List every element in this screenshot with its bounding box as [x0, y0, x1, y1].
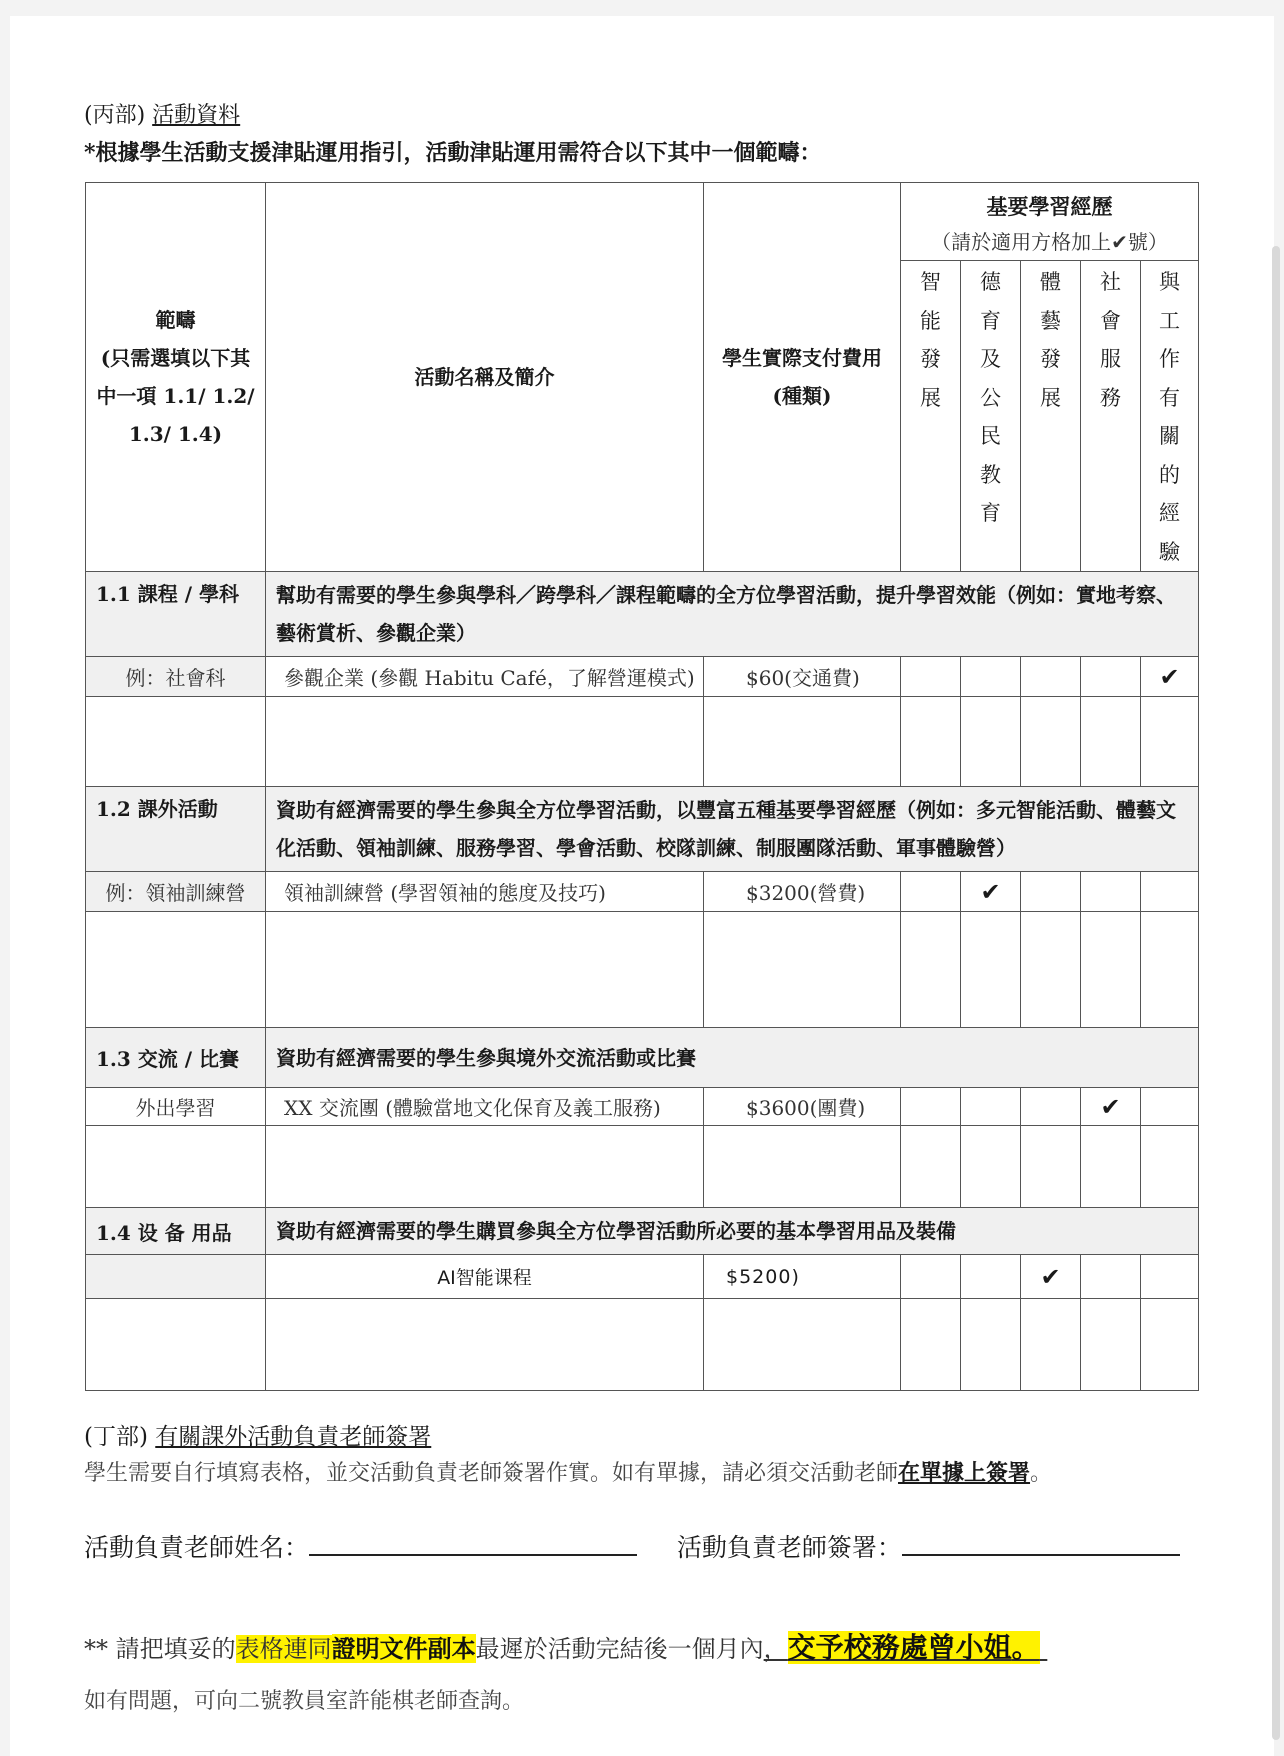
scope-header: [86, 183, 266, 572]
fee-header: [704, 183, 901, 572]
blank-cell[interactable]: [1141, 1299, 1199, 1391]
check-cell[interactable]: [1021, 1088, 1081, 1126]
section-d-note-text: 學生需要自行填寫表格，並交活動負責老師簽署作實。如有單據，請必須交活動老師: [84, 1461, 899, 1486]
section-d-note: [84, 1456, 1052, 1487]
category-name-1-1: 1.1 課程 / 學科: [86, 572, 266, 657]
blank-cell[interactable]: [86, 697, 266, 787]
category-desc-1-2: 資助有經濟需要的學生參與全方位學習活動，以豐富五種基要學習經歷（例如：多元智能活動、體藝文化活動、領袖訓練、服務學習、學會活動、校隊訓練、制服團隊活動、軍事體驗營）: [266, 787, 1199, 872]
submission-instruction: [84, 1626, 1047, 1666]
blank-cell[interactable]: [86, 1126, 266, 1208]
check-cell[interactable]: [961, 1255, 1021, 1299]
blank-cell[interactable]: [961, 912, 1021, 1028]
blank-cell[interactable]: [86, 1299, 266, 1391]
check-cell[interactable]: [1021, 872, 1081, 912]
check-cell[interactable]: [901, 1255, 961, 1299]
blank-cell[interactable]: [704, 1299, 901, 1391]
check-cell[interactable]: [961, 1088, 1021, 1126]
teacher-signature-field[interactable]: [902, 1530, 1180, 1556]
fee-header-note: (種類): [772, 384, 832, 408]
blank-cell[interactable]: [1021, 912, 1081, 1028]
activity-header: 活動名稱及簡介: [266, 183, 704, 572]
category-desc-1-4: 資助有經濟需要的學生購買參與全方位學習活動所必要的基本學習用品及裝備: [266, 1208, 1199, 1255]
blank-cell[interactable]: [704, 1126, 901, 1208]
submit-highlight-form: 表格連同: [235, 1635, 332, 1663]
check-cell[interactable]: [1081, 1255, 1141, 1299]
example-fee-1-2: $3200(營費): [704, 872, 901, 912]
example-activity-1-2: 領袖訓練營 (學習領袖的態度及技巧): [266, 872, 704, 912]
blank-cell[interactable]: [266, 912, 704, 1028]
category-desc-1-3: 資助有經濟需要的學生參與境外交流活動或比賽: [266, 1028, 1199, 1088]
section-c-heading: 活動資料: [152, 103, 241, 128]
kle-col-0: 智 能 發 展: [901, 261, 961, 572]
check-cell[interactable]: [1141, 1255, 1199, 1299]
check-cell[interactable]: [961, 657, 1021, 697]
blank-cell[interactable]: [1141, 697, 1199, 787]
blank-cell[interactable]: [266, 1299, 704, 1391]
blank-cell[interactable]: [704, 912, 901, 1028]
blank-cell[interactable]: [1141, 1126, 1199, 1208]
kle-col-4: 與 工 作 有 關 的 經 驗: [1141, 261, 1199, 572]
kle-header: [901, 183, 1199, 261]
blank-cell[interactable]: [901, 1299, 961, 1391]
example-scope-1-3: 外出學習: [86, 1088, 266, 1126]
blank-cell[interactable]: [1081, 1126, 1141, 1208]
check-cell[interactable]: [901, 1088, 961, 1126]
blank-cell[interactable]: [961, 1299, 1021, 1391]
check-cell[interactable]: [961, 872, 1021, 912]
check-cell[interactable]: [901, 657, 961, 697]
section-d-note-end: 。: [1030, 1461, 1053, 1486]
category-name-1-3: 1.3 交流 / 比賽: [86, 1028, 266, 1088]
submit-highlight-docs: 證明文件副本: [331, 1634, 476, 1663]
teacher-signature-label: 活動負責老師簽署：: [676, 1533, 902, 1562]
query-note: 如有問題，可向二號教員室許能棋老師查詢。: [84, 1689, 525, 1714]
section-d-heading: 有關課外活動負責老師簽署: [155, 1424, 432, 1450]
blank-cell[interactable]: [1081, 697, 1141, 787]
check-cell[interactable]: [1021, 1255, 1081, 1299]
example-fee-1-4: $5200): [704, 1255, 901, 1299]
example-fee-1-1: $60(交通費): [704, 657, 901, 697]
section-d-note-emphasis: 在單據上簽署: [898, 1460, 1031, 1486]
kle-col-3: 社 會 服 務: [1081, 261, 1141, 572]
teacher-name-label: 活動負責老師姓名：: [84, 1533, 310, 1562]
kle-note: （請於適用方格加上✔號）: [931, 229, 1168, 254]
check-cell[interactable]: [1141, 872, 1199, 912]
kle-title: 基要學習經歷: [986, 193, 1113, 219]
example-scope-1-1: 例：社會科: [86, 657, 266, 697]
example-activity-1-4: AI智能课程: [266, 1255, 704, 1299]
teacher-name-field[interactable]: [309, 1530, 637, 1556]
category-name-1-2: 1.2 課外活動: [86, 787, 266, 872]
scope-header-label: 範疇: [155, 308, 196, 332]
kle-col-2: 體 藝 發 展: [1021, 261, 1081, 572]
blank-cell[interactable]: [1021, 697, 1081, 787]
blank-cell[interactable]: [1021, 1126, 1081, 1208]
check-cell[interactable]: [1081, 1088, 1141, 1126]
blank-cell[interactable]: [961, 697, 1021, 787]
check-mark-icon: ✔: [1040, 1262, 1061, 1291]
submit-period: 。: [1011, 1631, 1040, 1664]
blank-cell[interactable]: [901, 912, 961, 1028]
blank-cell[interactable]: [1141, 912, 1199, 1028]
blank-cell[interactable]: [901, 697, 961, 787]
submit-highlight-office: 交予校務處曾小姐: [787, 1631, 1012, 1664]
category-name-1-4: 1.4 设 备 用品: [86, 1208, 266, 1255]
section-c-prefix: (丙部): [84, 103, 146, 128]
blank-cell[interactable]: [961, 1126, 1021, 1208]
check-cell[interactable]: [1141, 657, 1199, 697]
example-fee-1-3: $3600(團費): [704, 1088, 901, 1126]
blank-cell[interactable]: [86, 912, 266, 1028]
example-scope-1-4: [86, 1255, 266, 1299]
fee-header-label: 學生實際支付費用: [722, 346, 882, 370]
blank-cell[interactable]: [1021, 1299, 1081, 1391]
section-d-title: [84, 1418, 431, 1451]
activity-table: [85, 182, 1199, 1391]
example-scope-1-2: 例：領袖訓練營: [86, 872, 266, 912]
blank-cell[interactable]: [1081, 912, 1141, 1028]
check-cell[interactable]: [1081, 872, 1141, 912]
blank-cell[interactable]: [266, 697, 704, 787]
blank-cell[interactable]: [901, 1126, 961, 1208]
signature-row: [84, 1528, 1180, 1564]
example-activity-1-3: XX 交流團 (體驗當地文化保育及義工服務): [266, 1088, 704, 1126]
submit-text-a: ** 請把填妥的: [84, 1635, 236, 1663]
section-c-note: *根據學生活動支援津貼運用指引，活動津貼運用需符合以下其中一個範疇：: [84, 140, 822, 166]
kle-col-1: 德 育 及 公 民 教 育: [961, 261, 1021, 572]
blank-cell[interactable]: [704, 697, 901, 787]
check-mark-icon: ✔: [1159, 662, 1180, 691]
check-cell[interactable]: [1081, 657, 1141, 697]
blank-cell[interactable]: [1081, 1299, 1141, 1391]
section-d-prefix: (丁部): [84, 1424, 148, 1450]
check-cell[interactable]: [1141, 1088, 1199, 1126]
scrollbar[interactable]: [1272, 246, 1280, 1740]
check-mark-icon: ✔: [980, 877, 1001, 906]
submit-text-deadline: 最遲於活動完結後一個月內: [475, 1635, 764, 1663]
section-c-title: [84, 98, 240, 129]
blank-cell[interactable]: [266, 1126, 704, 1208]
example-activity-1-1: 參觀企業 (參觀 Habitu Café，了解營運模式): [266, 657, 704, 697]
submit-comma: ，: [763, 1635, 788, 1663]
check-cell[interactable]: [901, 872, 961, 912]
check-cell[interactable]: [1021, 657, 1081, 697]
scope-header-note: (只需選填以下其中一項 1.1/ 1.2/ 1.3/ 1.4): [96, 346, 255, 446]
check-mark-icon: ✔: [1100, 1092, 1121, 1121]
category-desc-1-1: 幫助有需要的學生參與學科／跨學科／課程範疇的全方位學習活動，提升學習效能（例如：實地考察、藝術賞析、參觀企業）: [266, 572, 1199, 657]
